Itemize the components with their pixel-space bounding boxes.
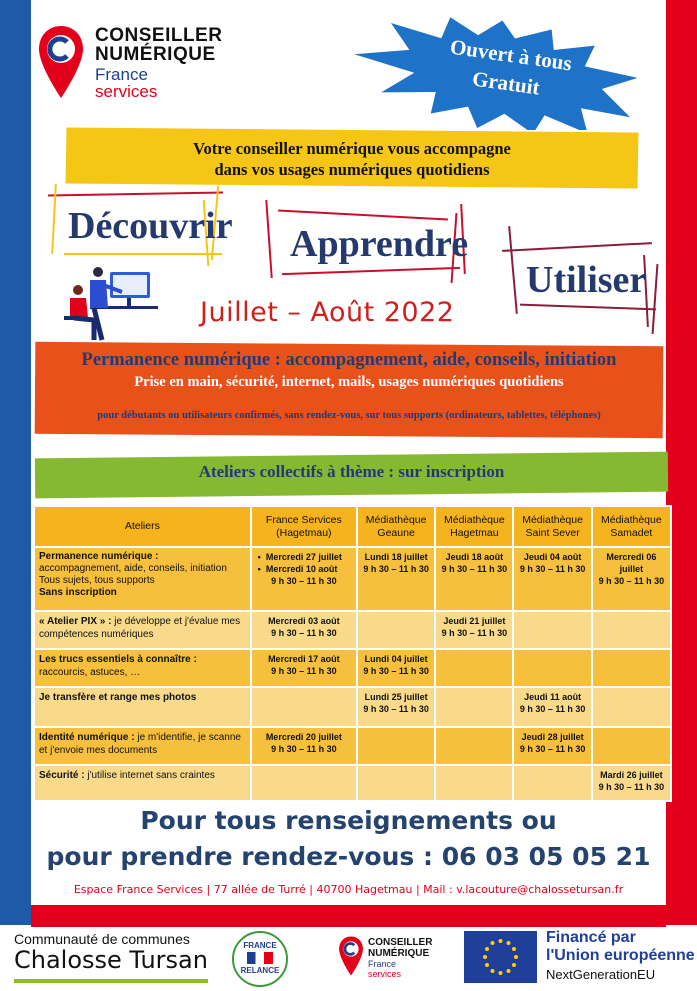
location-pin-icon: [37, 24, 85, 100]
atelier-cell: [34, 765, 251, 801]
schedule-table: [33, 505, 672, 802]
date-cell: [513, 547, 591, 611]
atelier-desc: Sans inscription: [39, 587, 117, 598]
time-text: 9 h 30 – 11 h 30: [598, 782, 665, 792]
date-text: Mardi 26 juillet: [600, 770, 663, 780]
date-cell: [435, 727, 513, 765]
atelier-desc: Tous sujets, tous supports: [39, 575, 155, 586]
relance-line-2: RELANCE: [240, 966, 280, 975]
date-text: Mercredi 06: [606, 552, 657, 562]
table-header: Médiathèque Hagetmau: [435, 506, 513, 547]
atelier-desc: j'utilise internet sans craintes: [84, 770, 215, 781]
atelier-title: « Atelier PIX » :: [39, 616, 112, 627]
people-at-computer-icon: [60, 264, 160, 344]
sketch-line: [652, 264, 659, 334]
atelier-desc: accompagnement, aide, conseils, initiation: [39, 563, 227, 574]
time-text: 9 h 30 – 11 h 30: [363, 704, 429, 714]
cn-line-2: NUMÉRIQUE: [368, 948, 430, 959]
date-cell: [357, 765, 435, 801]
date-text: Mercredi 10 août: [265, 564, 338, 574]
time-text: 9 h 30 – 11 h 30: [363, 666, 429, 676]
eu-line-3: NextGenerationEU: [546, 967, 656, 982]
table-row: [34, 765, 671, 801]
atelier-title: Je transfère et range mes photos: [39, 692, 197, 703]
left-blue-border: [0, 0, 31, 925]
date-cell: [357, 547, 435, 611]
table-row: [34, 687, 671, 727]
date-cell: [251, 649, 357, 687]
footer-logos: [0, 927, 697, 991]
contact-address: Espace France Services | 77 allée de Turré | 40700 Hagetmau | Mail : v.lacouture@chalossetursan.fr: [73, 883, 624, 896]
cc-line-1: Communauté de communes: [14, 931, 190, 947]
atelier-desc: je m'identifie, je scanne et j'envoie mes documents: [39, 732, 241, 756]
table-header-row: [34, 506, 671, 547]
word-learn: Apprendre: [290, 223, 469, 265]
time-text: 9 h 30 – 11 h 30: [519, 704, 586, 714]
logo-line-1: CONSEILLER: [95, 25, 223, 46]
date-cell: [513, 611, 591, 649]
starburst-line-2: Gratuit: [470, 66, 542, 100]
date-cell: [251, 765, 357, 801]
date-cell: [513, 687, 591, 727]
cn-line-4: services: [368, 969, 402, 979]
table-row: [34, 727, 671, 765]
table-row: [34, 547, 671, 611]
word-discover: Découvrir: [68, 205, 233, 247]
period-title: Juillet – Août 2022: [200, 297, 455, 328]
date-cell: [592, 765, 671, 801]
date-cell: [357, 687, 435, 727]
atelier-cell: [34, 727, 251, 765]
intro-line-1: Votre conseiller numérique vous accompagne: [193, 139, 511, 158]
time-text: 9 h 30 – 11 h 30: [271, 744, 337, 754]
time-text: 9 h 30 – 11 h 30: [271, 628, 337, 638]
date-cell: [251, 727, 357, 765]
contact-line-1: Pour tous renseignements ou: [140, 806, 557, 835]
logo-line-3: France: [95, 65, 148, 84]
date-text: juillet: [619, 564, 644, 574]
cn-line-3: France: [368, 959, 397, 969]
time-text: 9 h 30 – 11 h 30: [519, 564, 586, 574]
sketch-line: [282, 267, 460, 275]
date-cell: [251, 687, 357, 727]
date-text: Lundi 25 juillet: [364, 692, 428, 702]
logo-line-2: NUMÉRIQUE: [95, 44, 216, 65]
time-text: 9 h 30 – 11 h 30: [519, 744, 586, 754]
date-text: Lundi 04 juillet: [364, 654, 428, 664]
starburst-line-1: Ouvert à tous: [448, 34, 574, 76]
intro-text: [66, 138, 638, 180]
cc-line-2: Chalosse Tursan: [14, 946, 208, 974]
atelier-title: Les trucs essentiels à connaître :: [39, 654, 197, 665]
contact-line-2: pour prendre rendez-vous : 06 03 05 05 21: [46, 842, 651, 871]
date-cell: [592, 727, 671, 765]
eu-stars-icon: [464, 931, 537, 983]
date-text: Jeudi 04 août: [523, 552, 582, 562]
atelier-title: Sécurité :: [39, 770, 85, 781]
date-text: Jeudi 18 août: [445, 552, 504, 562]
atelier-cell: [34, 649, 251, 687]
sketch-line: [520, 304, 656, 311]
table-header: Ateliers: [34, 506, 251, 547]
eu-line-2: l'Union européenne: [546, 947, 695, 964]
starburst-badge: [345, 16, 645, 130]
date-text: Mercredi 03 août: [268, 616, 340, 626]
word-use: Utiliser: [526, 259, 647, 301]
date-cell: [513, 727, 591, 765]
date-cell: [435, 765, 513, 801]
date-cell: [435, 649, 513, 687]
location-pin-icon: [338, 935, 364, 977]
eu-flag-icon: [464, 931, 537, 983]
permanence-note: pour débutants ou utilisateurs confirmés, sans rendez-vous, sur tous supports (ordinateurs, tablettes, téléphones): [97, 410, 601, 421]
conseiller-numerique-logo: [37, 24, 223, 104]
date-cell: [357, 611, 435, 649]
date-cell: [357, 727, 435, 765]
date-text: Lundi 18 juillet: [364, 552, 428, 562]
date-cell: [592, 649, 671, 687]
date-cell: [435, 611, 513, 649]
date-text: Mercredi 27 juillet: [265, 552, 342, 562]
people-computer-illustration: [60, 264, 160, 344]
date-text: Jeudi 11 août: [524, 692, 582, 702]
sketch-line: [265, 200, 272, 278]
atelier-title: Permanence numérique :: [39, 551, 159, 562]
atelier-desc: je développe et j'évalue mes compétences numériques: [39, 616, 241, 640]
date-cell: [513, 765, 591, 801]
time-text: 9 h 30 – 11 h 30: [271, 576, 337, 586]
date-cell: [251, 611, 357, 649]
contact-block: [31, 803, 666, 875]
date-text: Mercredi 20 juillet: [265, 732, 342, 742]
date-cell: [357, 649, 435, 687]
bottom-red-border: [31, 905, 666, 927]
ateliers-title: Ateliers collectifs à thème : sur inscription: [198, 462, 505, 481]
table-header: Médiathèque Geaune: [357, 506, 435, 547]
cn-line-1: CONSEILLER: [368, 937, 433, 948]
time-text: 9 h 30 – 11 h 30: [441, 564, 508, 574]
sketch-line: [278, 210, 448, 221]
sketch-line: [48, 191, 223, 196]
sketch-line: [64, 253, 222, 255]
eu-line-1: Financé par: [546, 929, 636, 946]
permanence-subtitle: Prise en main, sécurité, internet, mails, usages numériques quotidiens: [134, 374, 564, 390]
date-cell: [435, 547, 513, 611]
date-cell: [592, 547, 671, 611]
table-header: Médiathèque Samadet: [592, 506, 671, 547]
date-text: Jeudi 21 juillet: [443, 616, 506, 626]
france-relance-logo: [232, 931, 288, 987]
atelier-desc: raccourcis, astuces, …: [39, 667, 141, 678]
date-cell: [592, 687, 671, 727]
table-header: Médiathèque Saint Sever: [513, 506, 591, 547]
permanence-title: Permanence numérique : accompagnement, aide, conseils, initiation: [81, 350, 617, 370]
sketch-line: [502, 242, 652, 252]
intro-line-2: dans vos usages numériques quotidiens: [214, 160, 490, 179]
time-text: 9 h 30 – 11 h 30: [363, 564, 429, 574]
time-text: 9 h 30 – 11 h 30: [598, 576, 665, 586]
date-cell: [435, 687, 513, 727]
atelier-cell: [34, 687, 251, 727]
logo-line-4: services: [95, 82, 158, 101]
date-text: Mercredi 17 août: [268, 654, 340, 664]
table-row: [34, 649, 671, 687]
date-cell: [592, 611, 671, 649]
sketch-line: [508, 226, 518, 314]
cc-underline: [14, 979, 208, 983]
relance-line-1: FRANCE: [243, 941, 277, 950]
time-text: 9 h 30 – 11 h 30: [271, 666, 337, 676]
date-cell: • Mercredi 27 juillet • Mercredi 10 août 9 h 30 – 11 h 30: [251, 547, 357, 611]
table-header: France Services (Hagetmau): [251, 506, 357, 547]
date-text: Jeudi 28 juillet: [521, 732, 584, 742]
time-text: 9 h 30 – 11 h 30: [441, 628, 508, 638]
atelier-cell: [34, 611, 251, 649]
flag-icon: [247, 952, 273, 964]
atelier-cell: [34, 547, 251, 611]
atelier-title: Identité numérique :: [39, 732, 135, 743]
table-row: [34, 611, 671, 649]
date-cell: [513, 649, 591, 687]
